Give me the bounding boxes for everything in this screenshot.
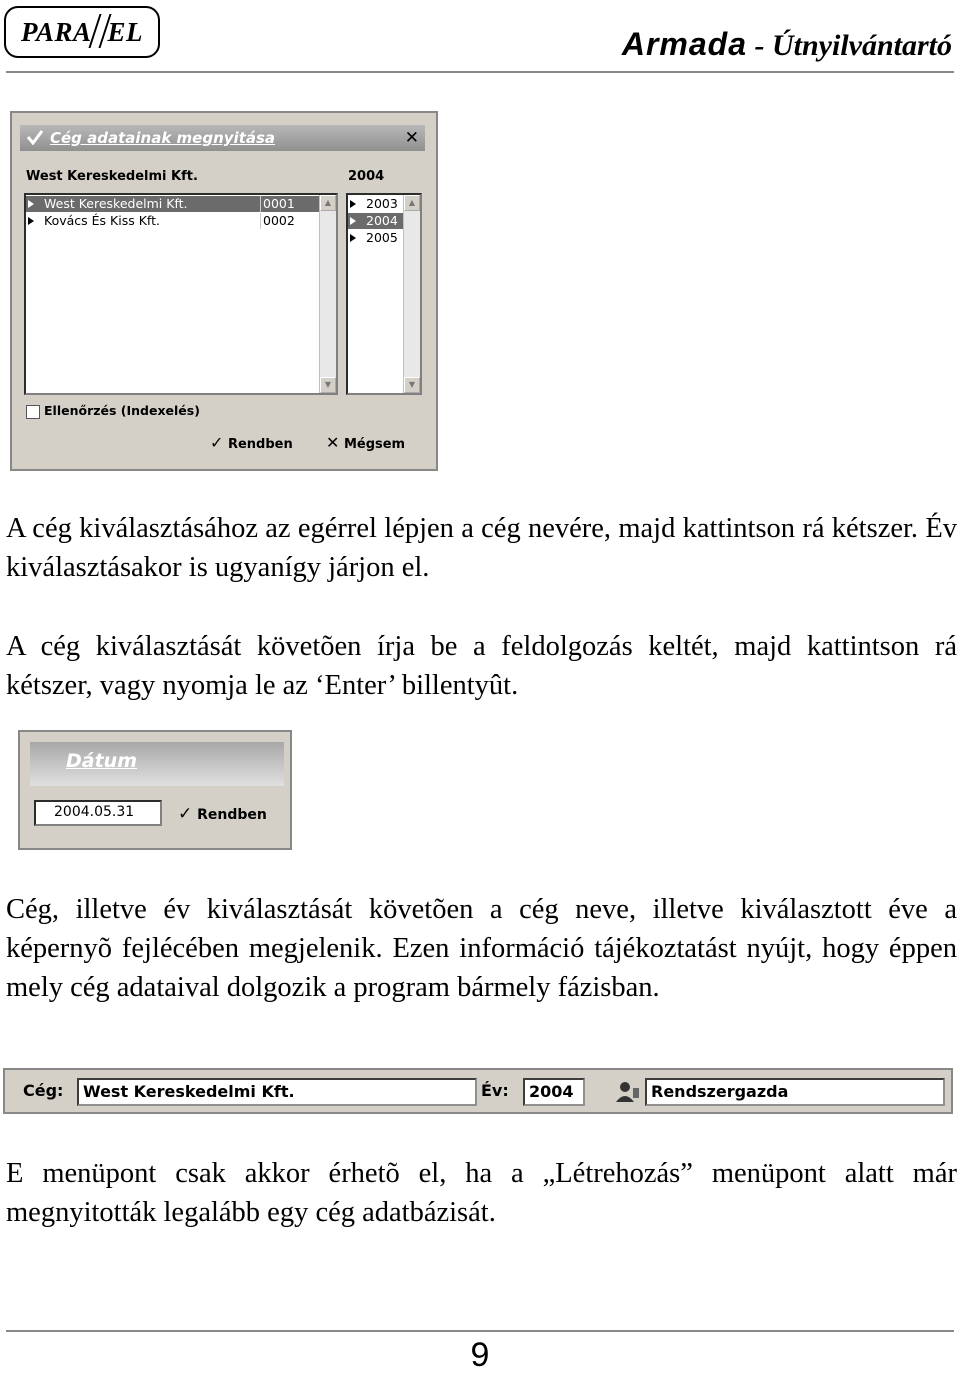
indexing-checkbox-label: Ellenőrzés (Indexelés) <box>44 403 200 418</box>
date-ok-button[interactable] <box>178 804 267 824</box>
list-item[interactable] <box>348 213 404 229</box>
indexing-checkbox[interactable] <box>26 405 40 419</box>
year-field: 2004 <box>523 1078 585 1106</box>
logo-text-left: PARA <box>20 17 92 47</box>
header-subtitle: Útnyilvántartó <box>771 29 952 62</box>
page-number: 9 <box>470 1336 490 1374</box>
company-list-scrollbar[interactable] <box>319 195 336 393</box>
paragraph-date-entry: A cég kiválasztását követõen írja be a feldolgozás keltét, majd kattintson rá kétszer, vagy nyomja le az ‘Enter’ billentyût. <box>6 631 957 701</box>
scroll-up-icon[interactable]: ▲ <box>404 195 420 211</box>
list-item[interactable] <box>26 213 320 229</box>
year-value: 2005 <box>366 230 398 245</box>
row-pointer-icon <box>350 234 356 242</box>
dialog-title: Cég adatainak megnyitása <box>50 129 276 147</box>
list-item[interactable] <box>348 230 404 246</box>
user-icon <box>613 1080 641 1104</box>
year-value: 2004 <box>366 213 398 228</box>
cancel-button-label: Mégsem <box>343 437 406 452</box>
date-input[interactable]: 2004.05.31 <box>34 800 162 826</box>
ok-button[interactable] <box>210 433 293 452</box>
year-list-scrollbar[interactable] <box>403 195 420 393</box>
paragraph-header-info: Cég, illetve év kiválasztását követõen a cég neve, illetve kiválasztott éve a képernyõ fejlécében megjelenik. Ezen információ tájékoztatást nyújt, hogy éppen mely cég adataival dolgozik a program bármely fázisban. <box>6 894 957 1003</box>
list-item[interactable] <box>26 196 320 212</box>
date-dialog-title: Dátum <box>66 750 137 772</box>
close-icon[interactable]: ✕ <box>404 128 419 148</box>
footer-rule <box>6 1330 954 1332</box>
header-status-bar <box>3 1068 953 1114</box>
date-dialog <box>18 730 292 850</box>
header-rule <box>6 71 954 73</box>
year-list[interactable] <box>346 193 422 395</box>
row-pointer-icon <box>28 217 34 225</box>
scroll-down-icon[interactable]: ▼ <box>404 377 420 393</box>
cross-icon: ✕ <box>326 433 340 452</box>
selected-year-label: 2004 <box>348 169 385 184</box>
logo <box>4 6 160 58</box>
row-pointer-icon <box>350 217 356 225</box>
paragraph-company-selection: A cég kiválasztásához az egérrel lépjen a cég nevére, majd kattintson rá kétszer. Év kiválasztásakor is ugyanígy járjon el. <box>6 513 957 583</box>
user-field: Rendszergazda <box>645 1078 945 1106</box>
row-pointer-icon <box>350 200 356 208</box>
app-name: Armada <box>621 26 747 62</box>
year-label: Év: <box>481 1081 509 1100</box>
app-icon <box>26 129 44 145</box>
checkmark-icon: ✓ <box>178 804 193 824</box>
company-name: West Kereskedelmi Kft. <box>44 196 188 211</box>
document-header-title <box>622 26 952 63</box>
scroll-down-icon[interactable]: ▼ <box>320 377 336 393</box>
scroll-up-icon[interactable]: ▲ <box>320 195 336 211</box>
header-separator: - <box>746 29 772 62</box>
list-item[interactable] <box>348 196 404 212</box>
company-code: 0002 <box>260 213 295 229</box>
dialog-titlebar <box>20 125 425 151</box>
company-field: West Kereskedelmi Kft. <box>77 1078 477 1106</box>
company-name: Kovács És Kiss Kft. <box>44 213 160 228</box>
company-list[interactable] <box>24 193 338 395</box>
date-ok-button-label: Rendben <box>197 807 267 823</box>
logo-text-right: EL <box>107 17 144 47</box>
row-pointer-icon <box>28 200 34 208</box>
company-code: 0001 <box>260 196 295 212</box>
checkmark-icon: ✓ <box>210 433 224 452</box>
ok-button-label: Rendben <box>227 437 293 452</box>
cancel-button[interactable] <box>326 433 405 452</box>
selected-company-label: West Kereskedelmi Kft. <box>26 169 198 184</box>
year-value: 2003 <box>366 196 398 211</box>
company-label: Cég: <box>23 1081 64 1100</box>
open-company-dialog <box>10 111 438 471</box>
date-dialog-titlebar <box>30 742 284 786</box>
paragraph-menu-availability: E menüpont csak akkor érhetõ el, ha a „Létrehozás” menüpont alatt már megnyitották legalább egy cég adatbázisát. <box>6 1158 957 1228</box>
